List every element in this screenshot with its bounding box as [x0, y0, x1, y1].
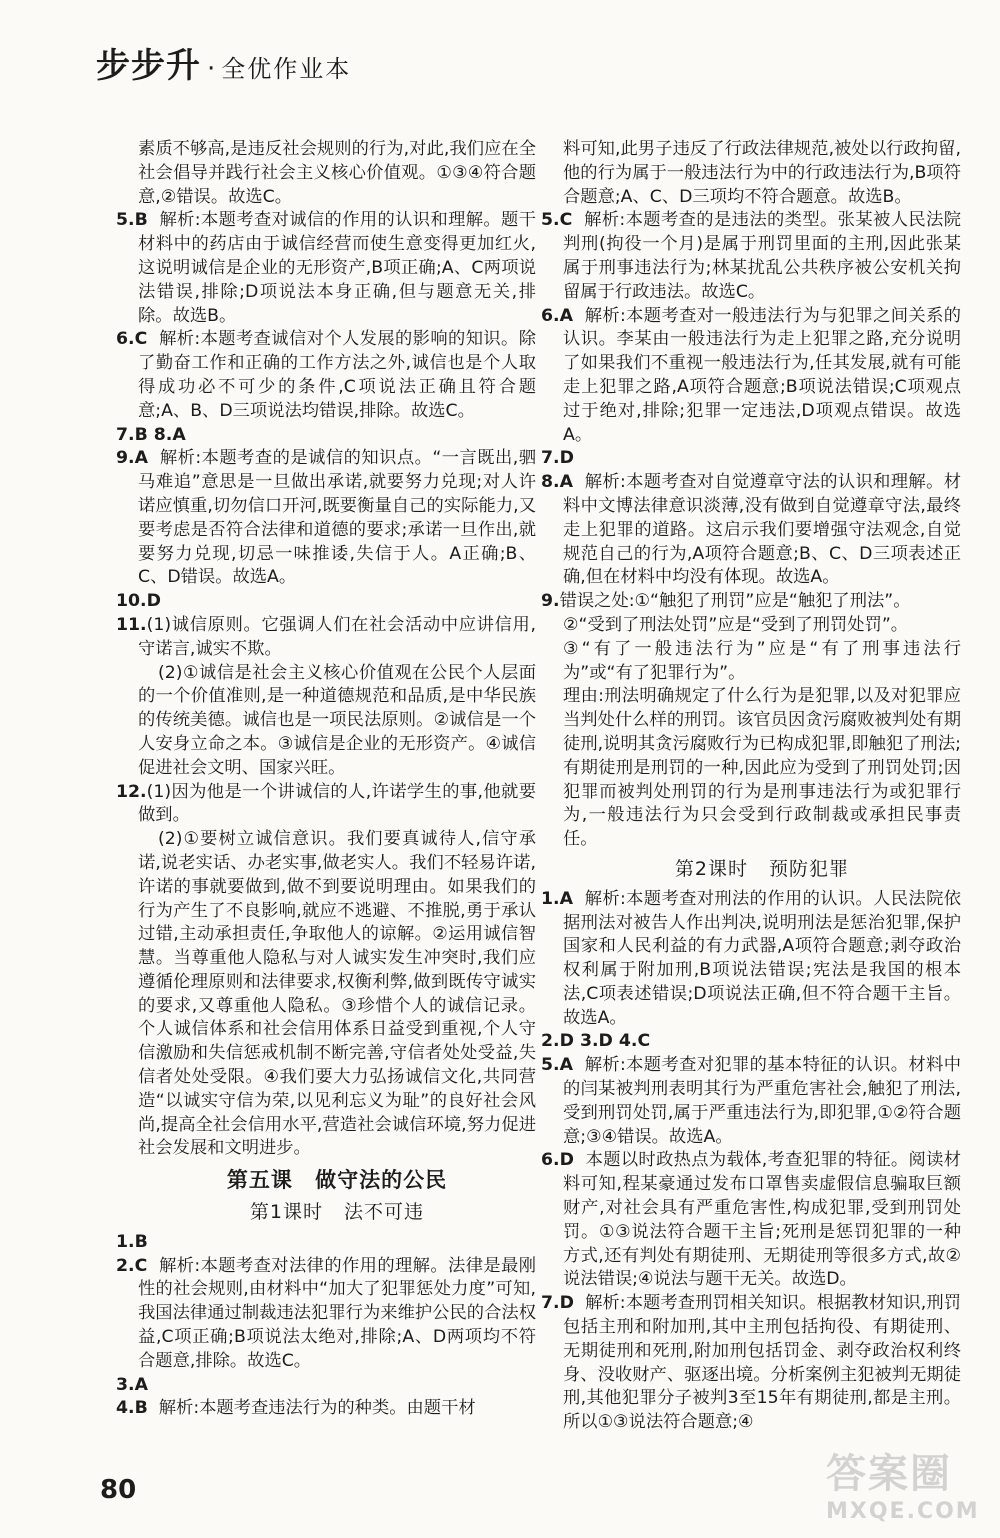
answer-item: [116, 590, 536, 614]
answer-number: 6.C: [116, 329, 148, 350]
answer-number: 7.B 8.A: [116, 424, 186, 445]
answer-number: 6.D: [541, 1150, 574, 1171]
answer-number: 9.A: [116, 448, 148, 469]
answer-item: [116, 328, 536, 423]
answer-text: 解析:本题考查对一般违法行为与犯罪之间关系的认识。李某由一般违法行为走上犯罪之路,充分说明了如果我们不重视一般违法行为,任其发展,就有可能走上犯罪之路,A项符合题意;B项说法错误;C项观点过于绝对,排除;犯罪一定违法,D项观点错误。故选A。: [563, 305, 961, 445]
answer-text: 解析:本题考查对刑法的作用的认识。人民法院依据刑法对被告人作出判决,说明刑法是惩治犯罪,保护国家和人民利益的有力武器,A项符合题意;剥夺政治权利属于附加刑,B项说法错误;宪法是我国的根本法,C项表述错误;D项说法正确,但不符合题干主旨。故选A。: [563, 888, 961, 1028]
answer-number: 8.A: [541, 472, 573, 493]
page-header: [96, 38, 351, 87]
answer-number: 5.A: [541, 1055, 573, 1076]
answer-item: [116, 614, 536, 662]
book-subtitle: 全优作业本: [221, 55, 352, 83]
continued-paragraph: 素质不够高,是违反社会规则的行为,对此,我们应在全社会倡导并践行社会主义核心价值观。①③④符合题意,②错误。故选C。: [138, 139, 536, 207]
lesson-heading: 第五课 做守法的公民: [226, 1168, 448, 1193]
answer-text: (1)诚信原则。它强调人们在社会活动中应讲信用,守诺言,诚实不欺。: [138, 614, 536, 659]
section-heading: 第1课时 法不可违: [249, 1201, 425, 1224]
watermark-url: MXQE.COM: [826, 1499, 980, 1524]
answer-item: [541, 447, 961, 471]
answer-item: [116, 1374, 536, 1398]
answer-item: [541, 1292, 961, 1435]
answer-item: [116, 781, 536, 829]
answer-number: 2.D 3.D 4.C: [541, 1031, 651, 1052]
answer-item: [116, 1397, 536, 1421]
answer-subpart: ③“有了一般违法行为”应是“有了刑事违法行为”或“有了犯罪行为”。: [563, 638, 961, 683]
answer-text: 解析:本题考查的是诚信的知识点。“一言既出,驷马难追”意思是一旦做出承诺,就要努力兑现;对人许诺应慎重,切勿信口开河,既要衡量自己的实际能力,又要考虑是否符合法律和道德的要求;承诺一旦作出,就要努力兑现,切忌一味推诿,失信于人。A正确;B、C、D错误。故选A。: [138, 448, 536, 588]
answer-number: 5.C: [541, 210, 573, 231]
answer-text: 解析:本题考查刑罚相关知识。根据教材知识,刑罚包括主刑和附加刑,其中主刑包括拘役、有期徒刑、无期徒刑和死刑,附加刑包括罚金、剥夺政治权利终身、没收财产、驱逐出境。分析案例主犯被判无期徒刑,其他犯罪分子被判3至15年有期徒刑,都是主刑。所以①③说法符合题意;④: [563, 1293, 961, 1433]
answer-number: 10.D: [116, 591, 161, 612]
answer-number: 4.B: [116, 1398, 148, 1419]
left-column: [116, 138, 536, 1421]
answer-text: (1)因为他是一个讲诚信的人,许诺学生的事,他就要做到。: [138, 781, 536, 826]
answer-subpart: 理由:刑法明确规定了什么行为是犯罪,以及对犯罪应当判处什么样的刑罚。该官员因贪污腐败被判处有期徒刑,说明其贪污腐败行为已构成犯罪,即触犯了刑法;有期徒刑是刑罚的一种,因此应为受到了刑罚处罚;因犯罪而被判处刑罚的行为是刑事违法行为或犯罪行为,一般违法行为只会受到行政制裁或承担民事责任。: [563, 686, 961, 850]
watermark-logo: 答案圈: [826, 1451, 952, 1497]
answer-item: [116, 209, 536, 328]
brand-logo: 步步升: [96, 46, 201, 86]
answer-text: 解析:本题考查对诚信的作用的认识和理解。题干材料中的药店由于诚信经营而使生意变得更加红火,这说明诚信是企业的无形资产,B项正确;A、C两项说法错误,排除;D项说法本身正确,但与题意无关,排除。故选B。: [138, 210, 536, 326]
answer-number: 12.: [116, 781, 147, 802]
answer-subpart: (2)①要树立诚信意识。我们要真诚待人,信守承诺,说老实话、办老实事,做老实人。我们不轻易许诺,许诺的事就要做到,做不到要说明理由。如果我们的行为产生了不良影响,就应不逃避、不推脱,勇于承认过错,主动承担责任,争取他人的谅解。②运用诚信智慧。当尊重他人隐私与对人诚实发生冲突时,我们应遵循伦理原则和法律要求,权衡利弊,做到既传守诚实的要求,又尊重他人隐私。③珍惜个人的诚信记录。个人诚信体系和社会信用体系日益受到重视,个人守信激励和失信惩戒机制不断完善,守信者处处受益,失信者处处受限。④我们要大力弘扬诚信文化,共同营造“以诚实守信为荣,以见利忘义为耻”的良好社会风尚,提高全社会信用水平,营造社会诚信环境,努力促进社会发展和文明进步。: [138, 829, 536, 1159]
answer-item: [116, 1231, 536, 1255]
continued-paragraph: 料可知,此男子违反了行政法律规范,被处以行政拘留,他的行为属于一般违法行为中的行政违法行为,B项符合题意;A、C、D三项均不符合题意。故选B。: [563, 139, 961, 207]
answer-item: [541, 305, 961, 448]
answer-item: [116, 424, 536, 448]
header-dot: ·: [207, 54, 216, 84]
answer-number: 5.B: [116, 210, 148, 231]
section-heading: 第2课时 预防犯罪: [674, 857, 850, 880]
answer-text: 解析:本题考查对自觉遵章守法的认识和理解。材料中文博法律意识淡薄,没有做到自觉遵章守法,最终走上犯罪的道路。这启示我们要增强守法观念,自觉规范自己的行为,A项符合题意;B、C、D三项表述正确,但在材料中均没有体现。故选A。: [563, 472, 961, 588]
answer-number: 6.A: [541, 305, 573, 326]
answer-text: 本题以时政热点为载体,考查犯罪的特征。阅读材料可知,程某豪通过发布口罩售卖虚假信息骗取巨额财产,对社会具有严重危害性,构成犯罪,受到刑罚处罚。①③说法符合题干主旨;死刑是惩罚犯罪的一种方式,还有判处有期徒刑、无期徒刑等很多方式,故②说法错误;④说法与题干无关。故选D。: [563, 1150, 961, 1290]
answer-number: 2.C: [116, 1255, 148, 1276]
answer-item: [541, 888, 961, 1031]
answer-item: [541, 209, 961, 304]
answer-subpart: ②“受到了刑法处罚”应是“受到了刑罚处罚”。: [563, 614, 909, 635]
answer-item: [116, 1255, 536, 1374]
answer-number: 1.A: [541, 888, 573, 909]
answer-item: [541, 590, 961, 614]
answer-text: 解析:本题考查诚信对个人发展的影响的知识。除了勤奋工作和正确的工作方法之外,诚信也是个人取得成功必不可少的条件,C项说法正确且符合题意;A、B、D三项说法均错误,排除。故选C。: [138, 329, 536, 421]
answer-number: 3.A: [116, 1374, 148, 1395]
answer-number: 7.D: [541, 1293, 574, 1314]
answer-subpart: (2)①诚信是社会主义核心价值观在公民个人层面的一个价值准则,是一种道德规范和品质,是中华民族的传统美德。诚信也是一项民法原则。②诚信是一个人安身立命之本。③诚信是企业的无形资产。④诚信促进社会文明、国家兴旺。: [138, 662, 536, 778]
site-watermark: [826, 1442, 980, 1524]
answer-number: 1.B: [116, 1231, 148, 1252]
page-number: 80: [100, 1475, 137, 1505]
answer-item: [541, 1054, 961, 1149]
answer-item: [116, 447, 536, 590]
answer-text: 解析:本题考查对法律的作用的理解。法律是最刚性的社会规则,由材料中“加大了犯罪惩处力度”可知,我国法律通过制裁违法犯罪行为来维护公民的合法权益,C项正确;B项说法太绝对,排除;A、D两项均不符合题意,排除。故选C。: [138, 1255, 536, 1371]
answer-number: 7.D: [541, 448, 574, 469]
answer-number: 9.: [541, 591, 560, 612]
right-column: [541, 138, 961, 1435]
answer-text: 解析:本题考查的是违法的类型。张某被人民法院判刑(拘役一个月)是属于刑罚里面的主刑,因此张某属于刑事违法行为;林某扰乱公共秩序被公安机关拘留属于行政违法。故选C。: [563, 210, 961, 302]
answer-text: 解析:本题考查对犯罪的基本特征的认识。材料中的闫某被判刑表明其行为严重危害社会,触犯了刑法,受到刑罚处罚,属于严重违法行为,即犯罪,①②符合题意;③④错误。故选A。: [563, 1055, 961, 1147]
answer-item: [541, 471, 961, 590]
answer-text: 错误之处:①“触犯了刑罚”应是“触犯了刑法”。: [559, 591, 911, 612]
answer-item: [541, 1030, 961, 1054]
answer-item: [541, 1149, 961, 1292]
answer-number: 11.: [116, 614, 147, 635]
answer-text: 解析:本题考查违法行为的种类。由题干材: [158, 1398, 476, 1419]
